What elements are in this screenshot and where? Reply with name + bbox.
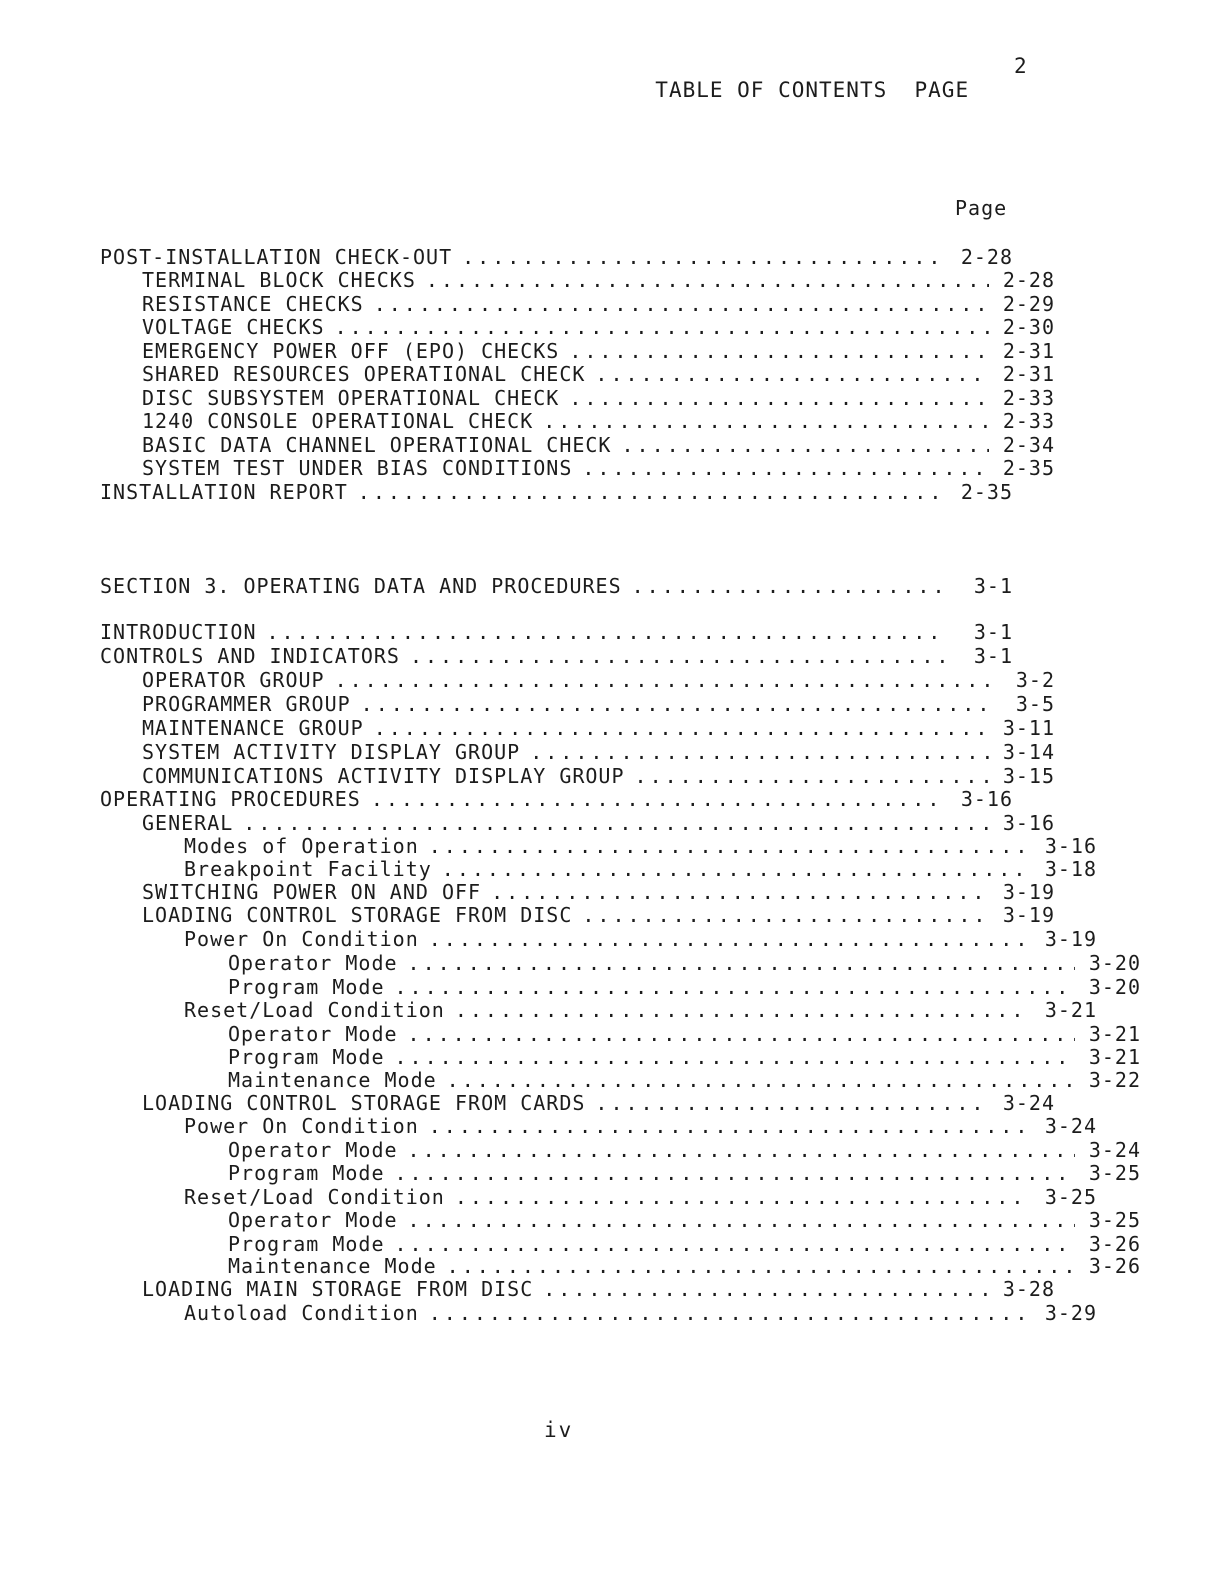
dot-leader	[410, 644, 947, 668]
toc-entry-page: 3-25	[1044, 1185, 1097, 1209]
dot-leader	[447, 1068, 1075, 1092]
toc-entry-title: SYSTEM ACTIVITY DISPLAY GROUP	[142, 740, 521, 764]
toc-entry	[100, 480, 1013, 504]
toc-entry-title: Program Mode	[228, 1232, 385, 1256]
dot-leader	[429, 1301, 1031, 1325]
toc-entry	[100, 1232, 1141, 1256]
toc-entry-page: 3-21	[1044, 998, 1097, 1022]
toc-entry	[100, 362, 1055, 386]
dot-leader	[426, 268, 989, 292]
dot-leader	[374, 292, 989, 316]
toc-entry-page: 2-29	[1002, 292, 1055, 316]
dot-leader	[582, 456, 989, 480]
toc-entry	[100, 668, 1055, 692]
toc-entry	[100, 1161, 1141, 1185]
toc-entry-title: Autoload Condition	[184, 1301, 419, 1325]
toc-entry-title: Operator Mode	[228, 1208, 398, 1232]
toc-entry-page: 2-33	[1002, 409, 1055, 433]
section-heading	[100, 574, 1013, 598]
toc-entry-page: 2-28	[1002, 268, 1055, 292]
toc-entry-page: 3-24	[1088, 1138, 1141, 1162]
toc-entry-title: Program Mode	[228, 1045, 385, 1069]
toc-entry-page: 2-34	[1002, 433, 1055, 457]
toc-entry	[100, 1091, 1055, 1115]
toc-entry-page: 3-16	[1002, 811, 1055, 835]
toc-entry	[100, 245, 1013, 269]
toc-entry-page: 2-31	[1002, 362, 1055, 386]
dot-leader	[361, 692, 989, 716]
dot-leader	[408, 1138, 1075, 1162]
dot-leader	[395, 975, 1076, 999]
toc-entry	[100, 740, 1055, 764]
toc-entry	[100, 1045, 1141, 1069]
toc-entry	[100, 1301, 1097, 1325]
toc-entry-page: 3-26	[1088, 1254, 1141, 1278]
toc-entry-title: SECTION 3. OPERATING DATA AND PROCEDURES	[100, 574, 622, 598]
toc-entry-page: 3-15	[1002, 764, 1055, 788]
dot-leader	[395, 1045, 1076, 1069]
header-page-number: 2	[1014, 54, 1028, 78]
dot-leader	[395, 1232, 1076, 1256]
toc-entry-title: OPERATING PROCEDURES	[100, 787, 361, 811]
toc-entry-title: Program Mode	[228, 1161, 385, 1185]
toc-entry	[100, 998, 1097, 1022]
toc-entry-page: 3-11	[1002, 716, 1055, 740]
toc-entry	[100, 1138, 1141, 1162]
toc-entry-page: 3-20	[1088, 951, 1141, 975]
toc-entry-title: SWITCHING POWER ON AND OFF	[142, 880, 482, 904]
dot-leader	[462, 245, 947, 269]
toc-entry	[100, 386, 1055, 410]
toc-entry-page: 3-2	[1015, 668, 1055, 692]
toc-entry-page: 3-24	[1044, 1114, 1097, 1138]
toc-entry	[100, 292, 1055, 316]
toc-entry-title: Reset/Load Condition	[184, 998, 445, 1022]
toc-entry-title: SYSTEM TEST UNDER BIAS CONDITIONS	[142, 456, 573, 480]
toc-entry-title: 1240 CONSOLE OPERATIONAL CHECK	[142, 409, 534, 433]
toc-entry-title: POST-INSTALLATION CHECK-OUT	[100, 245, 453, 269]
toc-entry	[100, 1254, 1141, 1278]
dot-leader	[455, 1185, 1031, 1209]
toc-entry	[100, 927, 1097, 951]
toc-entry-title: COMMUNICATIONS ACTIVITY DISPLAY GROUP	[142, 764, 625, 788]
toc-entry	[100, 620, 1013, 644]
toc-entry-title: TERMINAL BLOCK CHECKS	[142, 268, 416, 292]
toc-entry-title: PROGRAMMER GROUP	[142, 692, 351, 716]
toc-entry	[100, 834, 1097, 858]
toc-entry-title: LOADING MAIN STORAGE FROM DISC	[142, 1277, 534, 1301]
dot-leader	[408, 1022, 1075, 1046]
page-header	[628, 54, 1028, 126]
dot-leader	[543, 409, 989, 433]
toc-entry	[100, 644, 1013, 668]
toc-entry	[100, 903, 1055, 927]
toc-entry-page: 3-14	[1002, 740, 1055, 764]
toc-entry-page: 3-22	[1088, 1068, 1141, 1092]
toc-entry-page: 3-24	[1002, 1091, 1055, 1115]
toc-entry-title: LOADING CONTROL STORAGE FROM DISC	[142, 903, 573, 927]
toc-entry-page: 3-20	[1088, 975, 1141, 999]
toc-entry-title: MAINTENANCE GROUP	[142, 716, 364, 740]
toc-entry-page: 2-35	[1002, 456, 1055, 480]
toc-entry-title: Maintenance Mode	[228, 1254, 437, 1278]
dot-leader	[569, 386, 989, 410]
toc-entry	[100, 1022, 1141, 1046]
dot-leader	[358, 480, 947, 504]
toc-entry-title: Modes of Operation	[184, 834, 419, 858]
dot-leader	[243, 811, 989, 835]
toc-entry-title: EMERGENCY POWER OFF (EPO) CHECKS	[142, 339, 560, 363]
dot-leader	[442, 857, 1031, 881]
dot-leader	[632, 574, 947, 598]
toc-entry-title: Reset/Load Condition	[184, 1185, 445, 1209]
toc-entry-page: 3-25	[1088, 1208, 1141, 1232]
toc-entry-title: Operator Mode	[228, 1022, 398, 1046]
dot-leader	[335, 668, 989, 692]
toc-entry-title: Breakpoint Facility	[184, 857, 432, 881]
toc-entry-title: Program Mode	[228, 975, 385, 999]
toc-entry-page: 2-33	[1002, 386, 1055, 410]
dot-leader	[429, 834, 1031, 858]
toc-entry	[100, 456, 1055, 480]
dot-leader	[595, 1091, 989, 1115]
toc-entry-title: DISC SUBSYSTEM OPERATIONAL CHECK	[142, 386, 560, 410]
dot-leader	[491, 880, 989, 904]
toc-entry-title: LOADING CONTROL STORAGE FROM CARDS	[142, 1091, 586, 1115]
dot-leader	[543, 1277, 989, 1301]
toc-entry-page: 3-25	[1088, 1161, 1141, 1185]
dot-leader	[530, 740, 989, 764]
toc-entry-page: 3-5	[1015, 692, 1055, 716]
page-column-label: Page	[955, 196, 1008, 220]
toc-entry-page: 3-19	[1044, 927, 1097, 951]
toc-entry-title: OPERATOR GROUP	[142, 668, 325, 692]
toc-entry-page: 2-28	[960, 245, 1013, 269]
dot-leader	[267, 620, 948, 644]
toc-entry	[100, 951, 1141, 975]
dot-leader	[447, 1254, 1075, 1278]
toc-entry	[100, 1114, 1097, 1138]
toc-entry	[100, 1068, 1141, 1092]
toc-entry-title: INSTALLATION REPORT	[100, 480, 348, 504]
toc-entry	[100, 268, 1055, 292]
toc-entry-title: BASIC DATA CHANNEL OPERATIONAL CHECK	[142, 433, 612, 457]
dot-leader	[569, 339, 989, 363]
toc-entry	[100, 1277, 1055, 1301]
dot-leader	[374, 716, 989, 740]
toc-entry-page: 3-1	[973, 644, 1013, 668]
toc-entry-page: 3-16	[1044, 834, 1097, 858]
toc-entry-page: 3-1	[973, 574, 1013, 598]
toc-entry	[100, 1185, 1097, 1209]
toc-entry-title: Power On Condition	[184, 1114, 419, 1138]
dot-leader	[408, 1208, 1075, 1232]
toc-entry	[100, 315, 1055, 339]
toc-entry	[100, 764, 1055, 788]
toc-entry-page: 3-18	[1044, 857, 1097, 881]
dot-leader	[408, 951, 1075, 975]
toc-entry-title: GENERAL	[142, 811, 234, 835]
dot-leader	[582, 903, 989, 927]
toc-entry	[100, 811, 1055, 835]
toc-entry-title: SHARED RESOURCES OPERATIONAL CHECK	[142, 362, 586, 386]
toc-entry-page: 2-30	[1002, 315, 1055, 339]
toc-entry	[100, 716, 1055, 740]
toc-entry-title: RESISTANCE CHECKS	[142, 292, 364, 316]
dot-leader	[335, 315, 989, 339]
toc-entry-title: VOLTAGE CHECKS	[142, 315, 325, 339]
toc-entry	[100, 339, 1055, 363]
dot-leader	[621, 433, 989, 457]
toc-entry-title: Power On Condition	[184, 927, 419, 951]
toc-entry-page: 3-28	[1002, 1277, 1055, 1301]
dot-leader	[429, 1114, 1031, 1138]
dot-leader	[595, 362, 989, 386]
toc-entry-page: 3-29	[1044, 1301, 1097, 1325]
toc-entry-page: 3-1	[973, 620, 1013, 644]
toc-entry-page: 3-19	[1002, 903, 1055, 927]
toc-entry	[100, 433, 1055, 457]
page-footer-number: iv	[544, 1418, 574, 1442]
toc-entry	[100, 692, 1055, 716]
toc-entry-page: 2-35	[960, 480, 1013, 504]
toc-entry	[100, 787, 1013, 811]
toc-entry	[100, 857, 1097, 881]
toc-entry-title: Maintenance Mode	[228, 1068, 437, 1092]
dot-leader	[455, 998, 1031, 1022]
toc-entry-page: 3-16	[960, 787, 1013, 811]
dot-leader	[395, 1161, 1076, 1185]
toc-entry-page: 3-21	[1088, 1022, 1141, 1046]
dot-leader	[371, 787, 947, 811]
toc-entry-title: Operator Mode	[228, 1138, 398, 1162]
toc-entry-page: 2-31	[1002, 339, 1055, 363]
dot-leader	[429, 927, 1031, 951]
toc-entry	[100, 975, 1141, 999]
toc-entry	[100, 1208, 1141, 1232]
toc-entry	[100, 880, 1055, 904]
toc-entry-title: Operator Mode	[228, 951, 398, 975]
toc-entry-page: 3-21	[1088, 1045, 1141, 1069]
toc-entry-title: INTRODUCTION	[100, 620, 257, 644]
toc-entry-page: 3-19	[1002, 880, 1055, 904]
dot-leader	[635, 764, 989, 788]
toc-entry-title: CONTROLS AND INDICATORS	[100, 644, 400, 668]
toc-entry-page: 3-26	[1088, 1232, 1141, 1256]
header-title: TABLE OF CONTENTS PAGE	[655, 78, 970, 102]
toc-entry	[100, 409, 1055, 433]
